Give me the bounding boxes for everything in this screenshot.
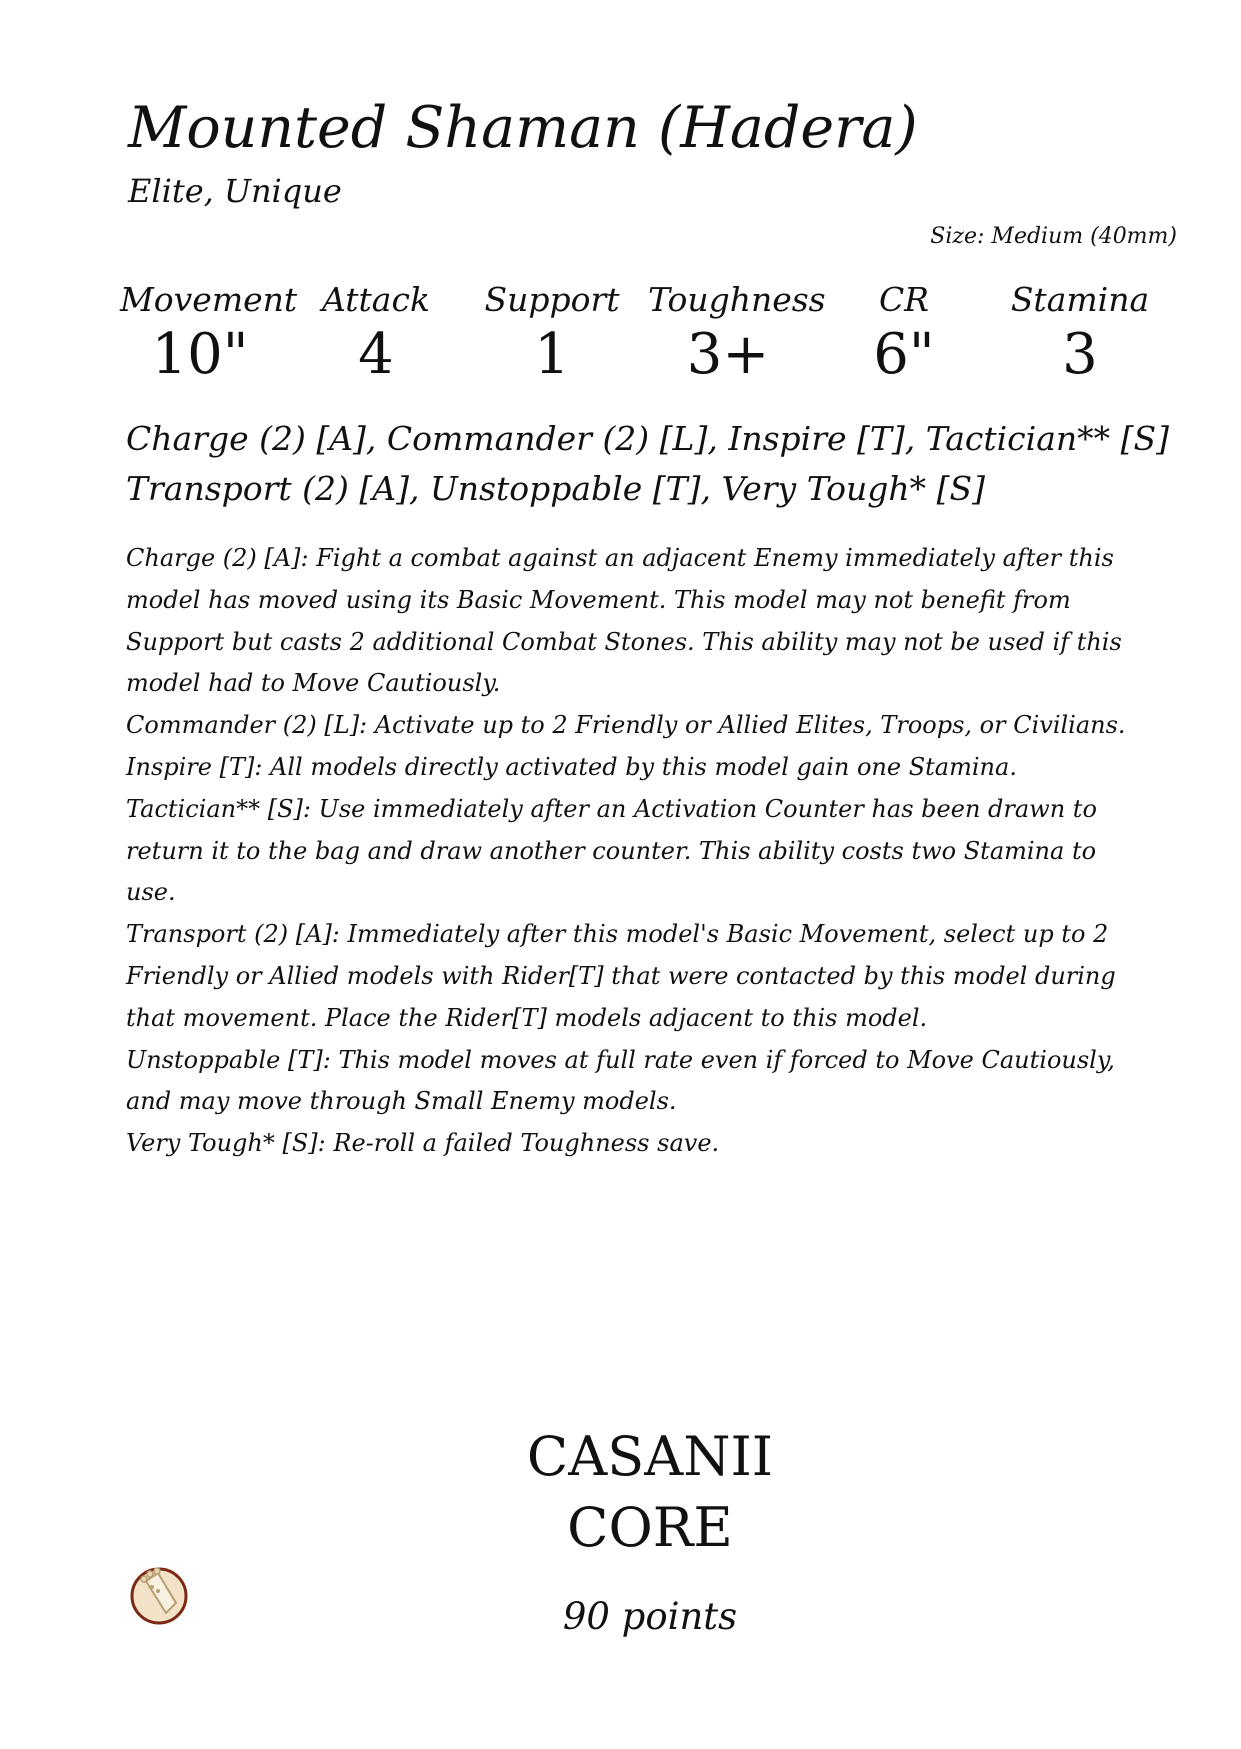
- rule-transport: Transport (2) [A]: Immediately after this model's Basic Movement, select up to 2 Friendly or Allied models with Rider[T] that were contacted by this model during that movement. Place the Rider[T] models adjacent to this model.: [126, 920, 1116, 1032]
- rule-charge: Charge (2) [A]: Fight a combat against an adjacent Enemy immediately after this model has moved using its Basic Movement. This model may not benefit from Support but casts 2 additional Combat Stones. This ability may not be used if this model had to Move Cautiously.: [126, 544, 1122, 698]
- stat-label: Toughness: [648, 280, 826, 319]
- ability-rules: [126, 538, 1126, 1165]
- stat-label: Support: [484, 280, 620, 319]
- stat-label: Stamina: [1010, 280, 1150, 319]
- abilities-summary: [126, 414, 1169, 514]
- stat-value: 10": [151, 322, 249, 387]
- stat-label: CR: [878, 280, 930, 319]
- faction-name: CASANII: [526, 1425, 774, 1488]
- stat-value: 3: [1062, 322, 1098, 387]
- rule-very-tough: Very Tough* [S]: Re-roll a failed Toughness save.: [126, 1129, 720, 1158]
- rule-tactician: Tactician** [S]: Use immediately after an Activation Counter has been drawn to return it to the bag and draw another counter. This ability costs two Stamina to use.: [126, 794, 1097, 907]
- rule-commander: Commander (2) [L]: Activate up to 2 Friendly or Allied Elites, Troops, or Civilians.: [126, 711, 1126, 740]
- hand-on-disc-logo-icon: [128, 1563, 190, 1625]
- stat-label: Movement: [120, 280, 298, 319]
- unit-size: Size: Medium (40mm): [930, 224, 1177, 249]
- stat-stamina: [1000, 278, 1160, 388]
- stat-label: Attack: [322, 280, 430, 319]
- abilities-line: Charge (2) [A], Commander (2) [L], Inspire [T], Tactician** [S]: [126, 419, 1169, 458]
- rule-unstoppable: Unstoppable [T]: This model moves at full rate even if forced to Move Cautiously, and may move through Small Enemy models.: [126, 1045, 1115, 1116]
- abilities-line: Transport (2) [A], Unstoppable [T], Very Tough* [S]: [126, 469, 985, 508]
- stat-value: 3+: [686, 322, 770, 387]
- rule-inspire: Inspire [T]: All models directly activated by this model gain one Stamina.: [126, 752, 1017, 781]
- stat-movement: [120, 278, 298, 388]
- unit-name: Mounted Shaman (Hadera): [128, 95, 918, 161]
- faction-category: CORE: [567, 1496, 733, 1559]
- stat-cr: [824, 278, 984, 388]
- stat-attack: [296, 278, 456, 388]
- stat-value: 4: [358, 322, 394, 387]
- stat-toughness: [648, 278, 826, 388]
- stat-value: 6": [873, 322, 935, 387]
- stat-value: 1: [534, 322, 570, 387]
- points-cost: 90 points: [562, 1595, 738, 1638]
- stat-support: [472, 278, 632, 388]
- unit-classification: Elite, Unique: [128, 172, 342, 210]
